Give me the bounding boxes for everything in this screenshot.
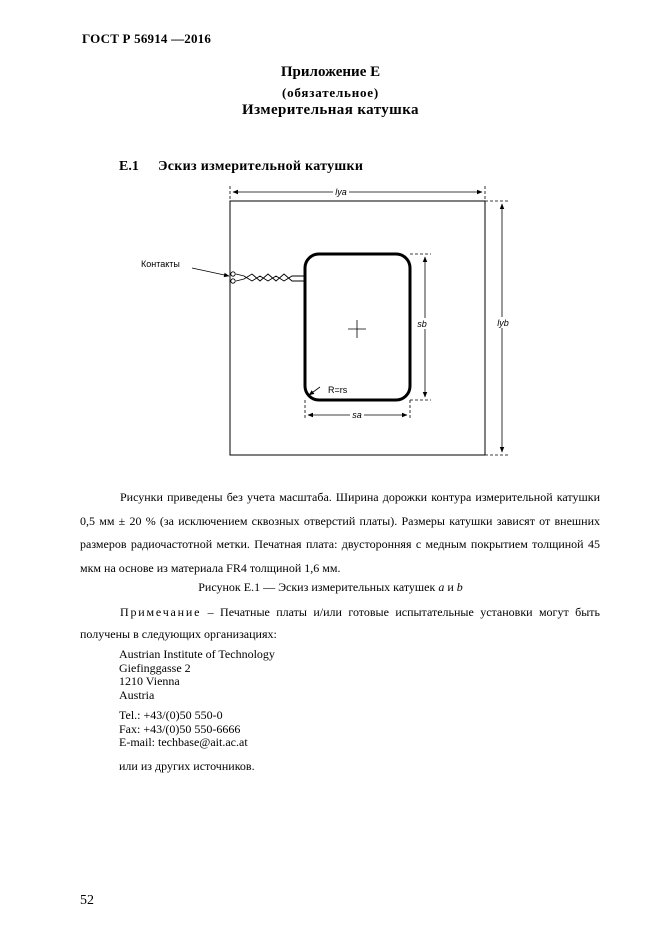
contacts-label: Контакты (141, 259, 180, 269)
figure-description: Рисунки приведены без учета масштаба. Ширина дорожки контура измерительной катушки 0,5 мм ± 20 % (за исключением сквозных отверстий платы). Размеры катушки зависят от внешних размеров радиочастотной метки. Печатная плата: двусторонняя с медным покрытием толщиной 45 мкм на основе из материала FR4 толщиной 1,6 мм. (80, 490, 600, 575)
coil-trace (305, 254, 410, 400)
section-number: Е.1 (119, 159, 139, 174)
other-sources: или из других источников. (119, 759, 255, 773)
org-city: 1210 Vienna (119, 674, 180, 688)
caption-b: b (456, 580, 463, 594)
note-text: – Печатные платы и/или готовые испытательные установки могут быть получены в следующих организациях: (80, 605, 600, 641)
figure-caption: Рисунок Е.1 — Эскиз измерительных катушек a и b (198, 580, 463, 594)
coil-sketch-figure (130, 180, 530, 470)
org-name: Austrian Institute of Technology (119, 647, 275, 661)
organization-address (119, 648, 275, 702)
appendix-status: (обязательное) (281, 85, 380, 100)
organization-contacts (119, 709, 248, 750)
page-number: 52 (80, 893, 94, 908)
twisted-pair-contacts (231, 272, 306, 283)
appendix-title: Приложение Е (280, 64, 381, 80)
sb-label: sb (417, 319, 427, 329)
appendix-name: Измерительная катушка (242, 102, 419, 118)
org-tel: Tel.: +43/(0)50 550-0 (119, 708, 223, 722)
document-header: ГОСТ Р 56914 —2016 (82, 31, 212, 46)
caption-a: a (438, 580, 445, 594)
org-country: Austria (119, 687, 155, 702)
lyb-label: lyb (497, 318, 509, 328)
org-email: E-mail: techbase@ait.ac.at (119, 735, 248, 749)
lya-label: lya (335, 187, 347, 197)
note (80, 601, 600, 645)
note-label: Примечание (120, 605, 202, 619)
sa-label: sa (352, 410, 362, 420)
org-street: Giefinggasse 2 (119, 660, 191, 675)
contacts-pointer (192, 268, 229, 276)
org-fax: Fax: +43/(0)50 550-6666 (119, 721, 241, 736)
radius-label: R=rs (328, 385, 348, 395)
section-title: Эскиз измерительной катушки (158, 159, 364, 174)
